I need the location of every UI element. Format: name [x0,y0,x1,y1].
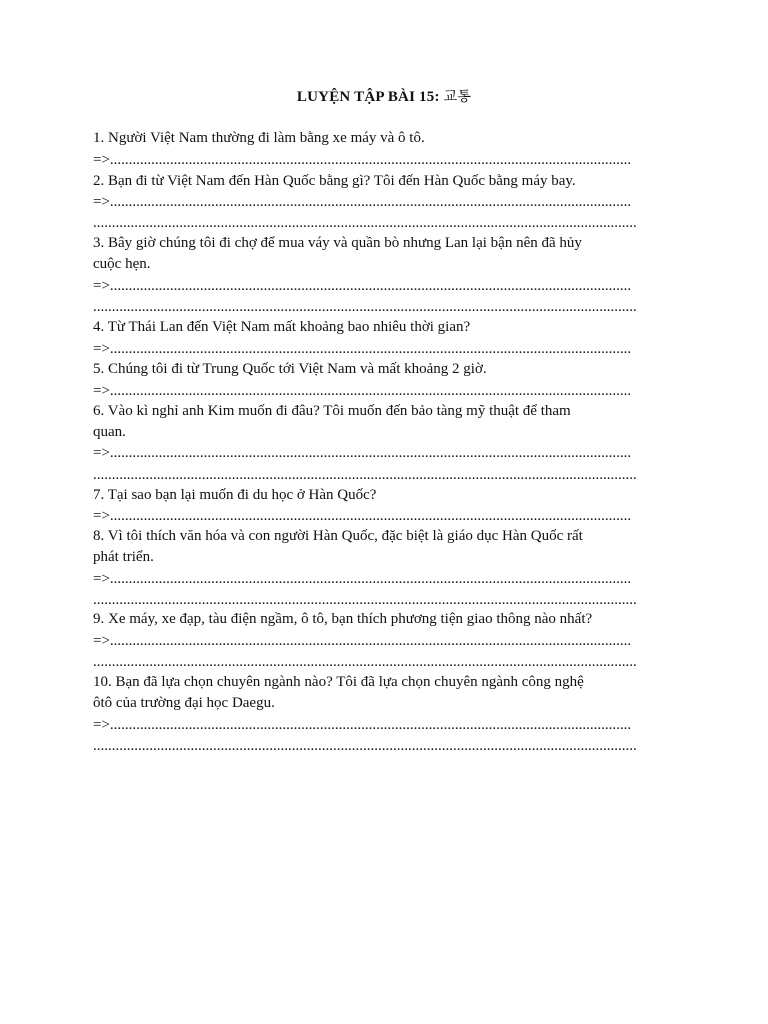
continuation-line-6: ................................................................................................................................................. [93,467,637,483]
answer-prefix: => [93,278,110,294]
answer-prefix: => [93,633,110,649]
answer-line-2 [93,192,645,212]
question-2: 2. Bạn đi từ Việt Nam đến Hàn Quốc bằng gì? Tôi đến Hàn Quốc bằng máy bay. [93,173,576,189]
answer-dots: ........................................................................................................................................... [109,278,632,294]
answer-line-4 [93,339,645,359]
answer-dots: ........................................................................................................................................... [109,383,632,399]
answer-dots: ........................................................................................................................................... [109,194,632,210]
answer-dots: ........................................................................................................................................... [109,633,632,649]
question-10-line-2: ôtô của trường đại học Daegu. [93,695,275,711]
question-1: 1. Người Việt Nam thường đi làm bằng xe máy và ô tô. [93,130,425,146]
question-3-line-1: 3. Bây giờ chúng tôi đi chợ để mua váy và quần bò nhưng Lan lại bận nên đã hủy [93,235,582,251]
question-6-line-2: quan. [93,424,126,440]
answer-prefix: => [93,383,110,399]
answer-prefix: => [93,571,110,587]
question-5: 5. Chúng tôi đi từ Trung Quốc tới Việt Nam và mất khoảng 2 giờ. [93,361,487,377]
answer-dots: ........................................................................................................................................... [109,571,632,587]
answer-dots: ........................................................................................................................................... [109,445,632,461]
answer-line-5 [93,381,645,401]
answer-dots: ........................................................................................................................................... [109,508,632,524]
question-8-line-1: 8. Vì tôi thích văn hóa và con người Hàn Quốc, đặc biệt là giáo dục Hàn Quốc rất [93,528,583,544]
answer-dots: ........................................................................................................................................... [109,341,632,357]
continuation-line-9: ................................................................................................................................................. [93,654,637,670]
continuation-line-2: ................................................................................................................................................. [93,215,637,231]
continuation-line-10: ................................................................................................................................................. [93,738,637,754]
answer-prefix: => [93,717,110,733]
continuation-line-8: ................................................................................................................................................. [93,592,637,608]
answer-prefix: => [93,445,110,461]
answer-prefix: => [93,152,110,168]
question-7: 7. Tại sao bạn lại muốn đi du học ở Hàn Quốc? [93,487,377,503]
title-text: LUYỆN TẬP BÀI 15: [296,89,440,105]
answer-line-3 [93,276,645,296]
question-9: 9. Xe máy, xe đạp, tàu điện ngầm, ô tô, bạn thích phương tiện giao thông nào nhất? [93,611,593,627]
question-10-line-1: 10. Bạn đã lựa chọn chuyên ngành nào? Tôi đã lựa chọn chuyên ngành công nghệ [93,674,584,690]
question-4: 4. Từ Thái Lan đến Việt Nam mất khoảng bao nhiêu thời gian? [93,319,471,335]
question-3-line-2: cuộc hẹn. [93,256,151,272]
continuation-line-3: ................................................................................................................................................. [93,299,637,315]
question-6-line-1: 6. Vào kì nghỉ anh Kim muốn đi đâu? Tôi muốn đến bảo tàng mỹ thuật để tham [93,403,571,419]
answer-prefix: => [93,341,110,357]
answer-prefix: => [93,194,110,210]
answer-line-10 [93,715,653,735]
answer-dots: ........................................................................................................................................... [109,152,632,168]
answer-line-1 [93,150,645,170]
answer-line-8 [93,569,649,589]
answer-line-6 [93,443,645,463]
title-korean: 교통 [443,89,472,105]
answer-dots: ........................................................................................................................................... [109,717,632,733]
answer-prefix: => [93,508,110,524]
question-8-line-2: phát triển. [93,549,154,565]
page-title [0,86,768,106]
answer-line-9 [93,631,653,651]
answer-line-7 [93,506,653,526]
